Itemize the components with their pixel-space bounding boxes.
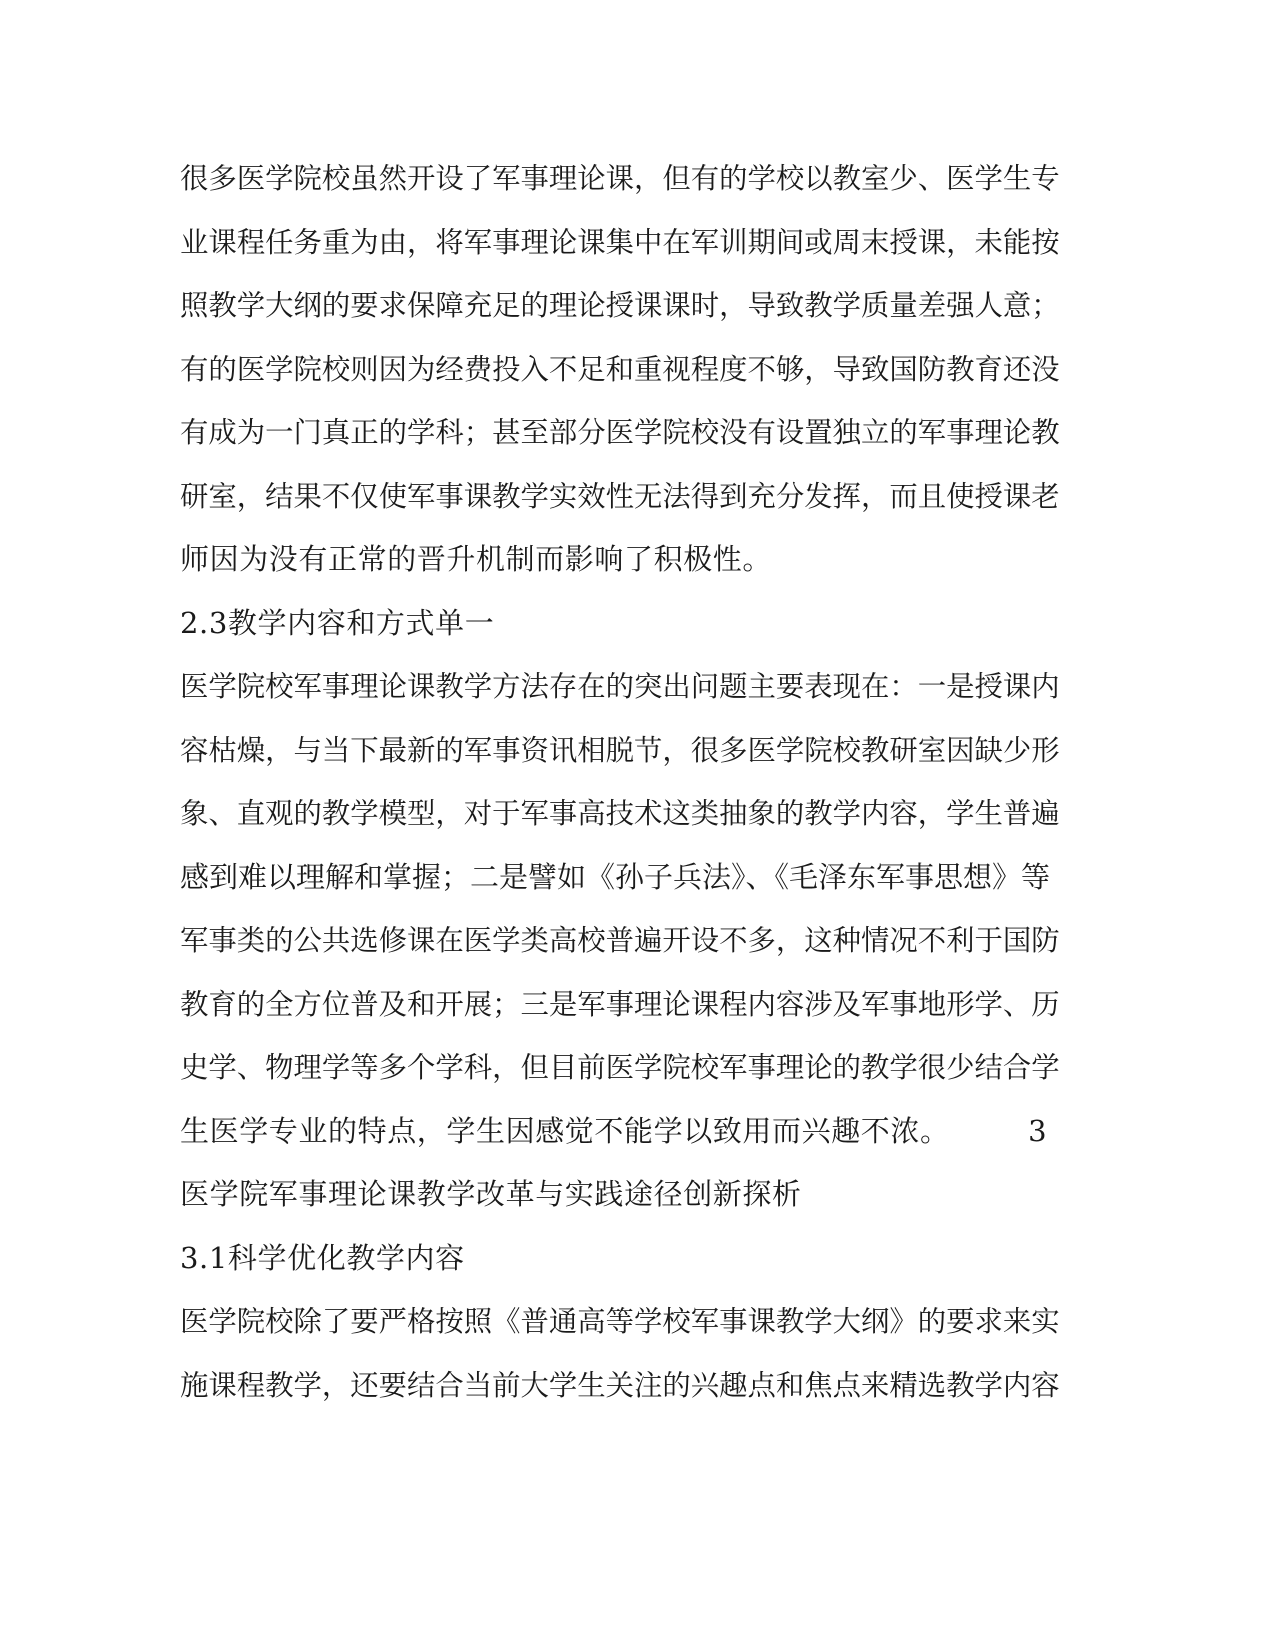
text-line: 教育的全方位普及和开展；三是军事理论课程内容涉及军事地形学、历 [180,987,1060,1021]
text-line: 医学院校除了要严格按照《普通高等学校军事课教学大纲》的要求来实 [180,1305,1060,1338]
text-line: 照教学大纲的要求保障充足的理论授课课时，导致教学质量差强人意； [180,289,1060,322]
text-line: 研室，结果不仅使军事课教学实效性无法得到充分发挥，而且使授课老 [180,479,1060,513]
text-line: 军事类的公共选修课在医学类高校普遍开设不多，这种情况不利于国防 [180,924,1060,957]
text-line: 很多医学院校虽然开设了军事理论课，但有的学校以教室少、医学生专 [180,162,1060,195]
section-heading: 2.3教学内容和方式单一 [180,605,495,640]
text-line: 容枯燥，与当下最新的军事资讯相脱节，很多医学院校教研室因缺少形 [180,733,1060,767]
text-line: 医学院校军事理论课教学方法存在的突出问题主要表现在：一是授课内 [180,670,1060,703]
text-line: 有成为一门真正的学科；甚至部分医学院校没有设置独立的军事理论教 [180,416,1060,449]
section-heading: 医学院军事理论课教学改革与实践途径创新探析 [180,1177,802,1211]
text-line: 感到难以理解和掌握；二是譬如《孙子兵法》、《毛泽东军事思想》等 [180,859,1051,894]
body-text [180,147,1060,1417]
subsection-heading: 3.1科学优化教学内容 [180,1240,465,1275]
text-line: 业课程任务重为由，将军事理论课集中在军训期间或周末授课，未能按 [180,225,1060,259]
text-line: 有的医学院校则因为经费投入不足和重视程度不够，导致国防教育还没 [180,352,1060,386]
text-line: 象、直观的教学模型，对于军事高技术这类抽象的教学内容，学生普遍 [180,797,1060,830]
text-line: 师因为没有正常的晋升机制而影响了积极性。 [180,542,773,576]
text-line: 史学、物理学等多个学科，但目前医学院校军事理论的教学很少结合学 [180,1051,1060,1084]
text-line: 施课程教学，还要结合当前大学生关注的兴趣点和焦点来精选教学内容 [180,1368,1060,1402]
text-line: 生医学专业的特点，学生因感觉不能学以致用而兴趣不浓。 3 [180,1113,1048,1148]
